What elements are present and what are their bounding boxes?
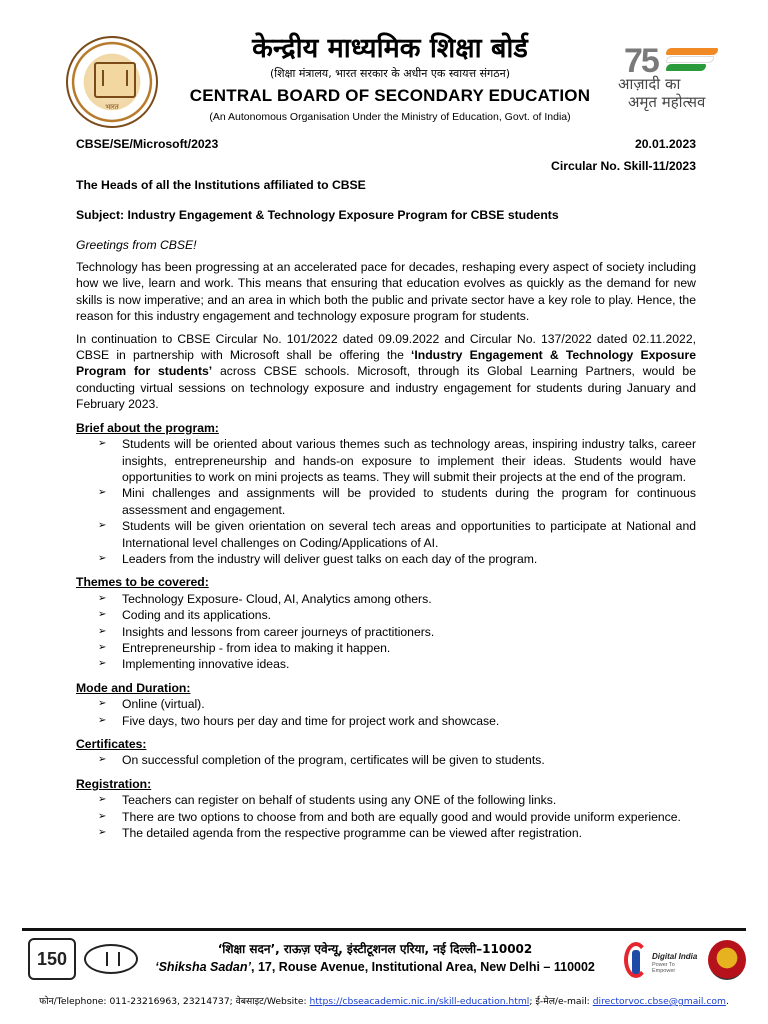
footer-logos-right — [622, 936, 746, 986]
list-item-text: Mini challenges and assignments will be provided to students during the program for continuous assessment and engagement. — [122, 486, 696, 517]
section-heading: Registration: — [76, 776, 152, 791]
reference-number: CBSE/SE/Microsoft/2023 — [76, 137, 219, 151]
list-item — [98, 656, 696, 672]
program-sections — [76, 420, 696, 842]
g20-style-emblem-icon — [708, 940, 746, 980]
arrow-bullet-icon: ➢ — [98, 438, 107, 450]
arrow-bullet-icon: ➢ — [98, 827, 107, 839]
digital-india-logo — [622, 938, 698, 982]
contact-line — [22, 994, 746, 1007]
arrow-bullet-icon: ➢ — [98, 487, 107, 499]
arrow-bullet-icon: ➢ — [98, 794, 107, 806]
list-item-text: Students will be oriented about various themes such as technology areas, inspiring industry talks, career insights, entrepreneurship and hands-on exposure to implement their ideas. Students would have opportunities to work on mini projects as teams. They will submit their projects at the end of the program. — [122, 437, 696, 484]
bullet-list — [76, 752, 696, 768]
arrow-bullet-icon: ➢ — [98, 625, 107, 637]
arrow-bullet-icon: ➢ — [98, 714, 107, 726]
list-item — [98, 696, 696, 712]
digital-india-title: Digital India — [652, 952, 698, 961]
list-item — [98, 713, 696, 729]
list-item — [98, 607, 696, 623]
circular-number: Circular No. Skill-11/2023 — [551, 159, 696, 174]
logo-75-number: 75 — [624, 42, 658, 80]
list-item-text: Leaders from the industry will deliver guest talks on each day of the program. — [122, 551, 538, 566]
list-item — [98, 624, 696, 640]
addressee: The Heads of all the Institutions affiliated to CBSE — [76, 177, 366, 192]
digital-india-tagline: Power To Empower — [652, 962, 676, 974]
section-heading: Brief about the program: — [76, 420, 219, 435]
list-item — [98, 518, 696, 551]
greeting: Greetings from CBSE! — [76, 237, 197, 252]
paragraph-continuation-start: In continuation to CBSE Circular No. 101/2022 dated 09.09.2022 and Circular No. 137/2022 dated 02.11.2022, CBSE in partnership with Microsoft shall be offering the — [76, 331, 696, 363]
list-item — [98, 591, 696, 607]
letter-date: 20.01.2023 — [635, 137, 696, 151]
bullet-list — [76, 436, 696, 567]
program-name-bold: ‘Industry Engagement & Technology Exposure Program for students’ — [76, 348, 696, 379]
contact-middle: ; ई-मेल/e-mail: — [529, 996, 593, 1007]
section-heading: Certificates: — [76, 737, 147, 751]
list-item-text: Coding and its applications. — [122, 608, 272, 623]
arrow-bullet-icon: ➢ — [98, 658, 107, 670]
arrow-bullet-icon: ➢ — [98, 520, 107, 532]
address-building-name: ‘Shiksha Sadan’ — [155, 960, 251, 974]
list-item-text: Implementing innovative ideas. — [122, 657, 290, 672]
bullet-list — [76, 792, 696, 841]
footer-logos-left — [28, 936, 138, 984]
list-item — [98, 792, 696, 808]
arrow-bullet-icon: ➢ — [98, 592, 107, 604]
digital-india-mark-bar — [632, 950, 640, 974]
arrow-bullet-icon: ➢ — [98, 698, 107, 710]
address-english — [140, 960, 610, 974]
paragraph-continuation-end: across CBSE schools. Microsoft, through its Global Learning Partners, would be conducting virtual sessions on technology exposure and industry engagement for students during January and February 2023. — [76, 364, 696, 412]
subtitle-hindi: (शिक्षा मंत्रालय, भारत सरकार के अधीन एक स्वायत्त संगठन) — [270, 67, 510, 80]
address-hindi: ‘शिक्षा सदन’, राऊज़ एवेन्यू, इंस्टीटूशनल एरिया, नई दिल्ली–110002 — [217, 942, 533, 956]
cbse-logo — [66, 36, 158, 128]
letter-body — [76, 136, 696, 841]
list-item-text: On successful completion of the program, certificates will be given to students. — [122, 753, 545, 768]
tricolor-flag-icon — [666, 48, 718, 72]
bullet-list — [76, 696, 696, 729]
arrow-bullet-icon: ➢ — [98, 754, 107, 766]
arrow-bullet-icon: ➢ — [98, 810, 107, 822]
section-heading: Themes to be covered: — [76, 575, 209, 590]
list-item — [98, 809, 696, 825]
arrow-bullet-icon: ➢ — [98, 641, 107, 653]
logo-amrit-text: अमृत महोत्सव — [628, 93, 706, 111]
footer-divider — [22, 928, 746, 931]
list-item-text: Entrepreneurship - from idea to making it happen. — [122, 640, 391, 655]
list-item-text: Five days, two hours per day and time for project work and showcase. — [122, 713, 500, 728]
email-link[interactable]: directorvoc.cbse@gmail.com — [592, 996, 726, 1007]
list-item — [98, 436, 696, 485]
subtitle-english: (An Autonomous Organisation Under the Ministry of Education, Govt. of India) — [209, 111, 571, 123]
subject-line: Subject: Industry Engagement & Technology Exposure Program for CBSE students — [76, 208, 559, 223]
list-item — [98, 640, 696, 656]
paragraph-intro: Technology has been progressing at an accelerated pace for decades, reshaping every aspect of society including how we live, learn and work. This means that ensuring that education evolves as quickly as the demand for new skills is now imperative; and an area in which both the public and private sector have a key role to play. Hence, the reason for this industry engagement and technology exposure program for students. — [76, 260, 696, 324]
address-street: , 17, Rouse Avenue, Institutional Area, New Delhi – 110002 — [251, 960, 595, 974]
website-link[interactable]: https://cbseacademic.nic.in/skill-education.html — [309, 996, 530, 1007]
swachh-bharat-glasses-icon — [84, 944, 138, 974]
contact-prefix: फोन/Telephone: 011-23216963, 23214737; वेबसाइट/Website: — [39, 996, 310, 1007]
section-heading: Mode and Duration: — [76, 680, 191, 695]
azadi-ka-amrit-mahotsav-logo — [618, 42, 733, 112]
list-item-text: Insights and lessons from career journeys of practitioners. — [122, 624, 435, 639]
list-item-text: There are two options to choose from and both are equally good and would provide uniform experience. — [122, 809, 681, 824]
list-item-text: Students will be given orientation on several tech areas and opportunities to participate at National and International level challenges on Coding/Applications of AI. — [122, 519, 696, 550]
cbse-logo-emblem — [94, 62, 136, 98]
list-item-text: Teachers can register on behalf of students using any ONE of the following links. — [122, 793, 557, 808]
title-hindi: केन्द्रीय माध्यमिक शिक्षा बोर्ड — [252, 33, 528, 64]
list-item — [98, 752, 696, 768]
cbse-logo-text: भारत — [105, 103, 119, 111]
arrow-bullet-icon: ➢ — [98, 552, 107, 564]
150-years-logo: 150 — [28, 938, 76, 980]
list-item-text: Online (virtual). — [122, 697, 205, 712]
list-item-text: The detailed agenda from the respective programme can be viewed after registration. — [122, 826, 582, 841]
list-item — [98, 485, 696, 518]
bullet-list — [76, 591, 696, 673]
list-item — [98, 551, 696, 567]
list-item — [98, 825, 696, 841]
title-english: CENTRAL BOARD OF SECONDARY EDUCATION — [189, 86, 591, 105]
list-item-text: Technology Exposure- Cloud, AI, Analytics among others. — [122, 591, 432, 606]
arrow-bullet-icon: ➢ — [98, 609, 107, 621]
logo-azadi-text: आज़ादी का — [618, 75, 681, 93]
paragraph-continuation — [76, 331, 696, 413]
contact-suffix: . — [725, 996, 729, 1007]
reference-row — [76, 136, 696, 152]
